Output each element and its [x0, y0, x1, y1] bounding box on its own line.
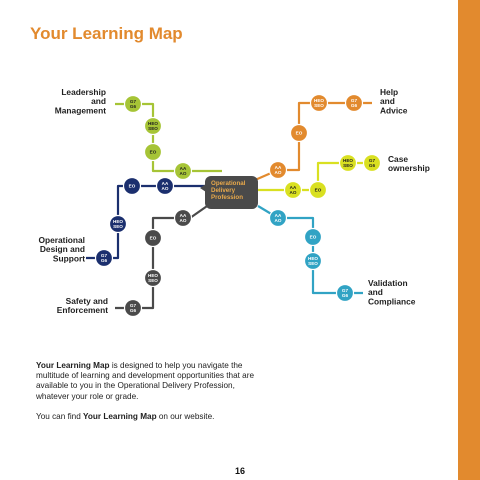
grade-node-text: AO: [161, 186, 169, 192]
help-grade-node[interactable]: [291, 125, 308, 142]
case-pathway-label: ownership: [388, 163, 430, 174]
help-pathway-label: Help: [380, 87, 399, 97]
grade-node-text: G7: [341, 288, 349, 294]
case-grade-node[interactable]: [285, 182, 302, 199]
website-text-start: You can find: [36, 411, 84, 421]
operational-grade-node[interactable]: [96, 250, 113, 267]
grade-node-text: HEO: [148, 121, 158, 127]
grade-node-text: SEO: [148, 126, 158, 132]
grade-node-text: SEO: [343, 163, 353, 169]
case-grade-node[interactable]: [364, 155, 381, 172]
help-grade-node[interactable]: [270, 162, 287, 179]
leadership-grade-node[interactable]: [145, 144, 162, 161]
operational-grade-node[interactable]: [124, 178, 141, 195]
grade-node-text: EO: [149, 235, 157, 241]
validation-grade-node[interactable]: [270, 210, 287, 227]
grade-node-text: EO: [314, 187, 322, 193]
grade-node-text: G6: [129, 308, 137, 314]
safety-pathway-label: Safety and: [65, 296, 108, 306]
help-grade-node[interactable]: [346, 95, 363, 112]
center-node-line: Profession: [211, 194, 243, 201]
case-pathway-label: Case: [388, 154, 409, 164]
help-grade-node[interactable]: [311, 95, 328, 112]
leadership-pathway-label: Leadership: [61, 87, 106, 97]
grade-node-text: SEO: [113, 224, 123, 230]
grade-node-text: G7: [100, 253, 108, 259]
map-name-bold: Your Learning Map: [36, 361, 110, 370]
website-paragraph: [36, 412, 266, 422]
description: [36, 361, 266, 432]
grade-node-text: AO: [179, 218, 187, 224]
grade-node-text: AA: [179, 166, 187, 172]
leadership-grade-node[interactable]: [145, 118, 162, 135]
leadership-pathway-label: Management: [54, 105, 106, 116]
safety-pathway-label: Enforcement: [56, 305, 108, 316]
leadership-pathway-label: and: [91, 96, 106, 107]
grade-node-text: EO: [128, 183, 136, 189]
grade-node-text: AO: [274, 170, 282, 176]
leadership-grade-node[interactable]: [125, 96, 142, 113]
safety-grade-node[interactable]: [145, 230, 162, 247]
grade-node-text: SEO: [314, 103, 324, 109]
safety-connector: [115, 204, 210, 308]
grade-node-text: G6: [129, 104, 137, 110]
grade-node-text: AA: [274, 213, 282, 219]
grade-node-text: G7: [129, 99, 137, 105]
website-text-end: on our website.: [156, 411, 215, 421]
grade-node-text: G7: [129, 303, 137, 309]
page-number: 16: [234, 466, 245, 476]
grade-node-text: G7: [350, 98, 358, 104]
validation-grade-node[interactable]: [337, 285, 354, 302]
grade-node-text: G6: [100, 258, 108, 264]
website-map-name: Your Learning Map: [83, 411, 157, 421]
operational-pathway-label: Design and: [39, 244, 85, 255]
grade-node-text: AO: [289, 190, 297, 196]
case-grade-node[interactable]: [310, 182, 327, 199]
help-pathway-label: and: [380, 96, 395, 107]
operational-pathway-label: Operational: [38, 235, 85, 245]
safety-grade-node[interactable]: [145, 270, 162, 287]
validation-pathway-label: Compliance: [368, 296, 416, 307]
grade-node-text: AO: [179, 171, 187, 177]
grade-node-text: SEO: [308, 261, 318, 267]
grade-node-text: SEO: [148, 278, 158, 284]
validation-pathway-label: and: [368, 287, 383, 298]
grade-node-text: AA: [179, 213, 187, 219]
center-node-line: Delivery: [211, 187, 236, 194]
grade-node-text: G6: [341, 293, 349, 299]
grade-node-text: AA: [161, 181, 169, 187]
center-node-line: Operational: [211, 180, 246, 187]
grade-node-text: AA: [274, 165, 282, 171]
description-rest: is designed to help you navigate the multitude of learning and development opportunities that are available to you in the Operational Delivery Profession, whatever your role or grade.: [36, 361, 255, 401]
grade-node-text: HEO: [308, 256, 318, 262]
grade-node-text: EO: [149, 149, 157, 155]
operational-pathway-label: Support: [52, 253, 85, 264]
validation-pathway-label: Validation: [368, 278, 408, 288]
leadership-grade-node[interactable]: [175, 163, 192, 180]
operational-grade-node[interactable]: [157, 178, 174, 195]
help-pathway-label: Advice: [380, 105, 408, 116]
grade-node-text: HEO: [113, 219, 123, 225]
grade-node-text: AO: [274, 218, 282, 224]
safety-grade-node[interactable]: [175, 210, 192, 227]
grade-node-text: EO: [309, 234, 317, 240]
grade-node-text: HEO: [148, 273, 158, 279]
center-node[interactable]: [200, 176, 258, 209]
operational-grade-node[interactable]: [110, 216, 127, 233]
grade-node-text: AA: [289, 185, 297, 191]
leadership-connector: [115, 104, 222, 171]
grade-node-text: HEO: [343, 158, 353, 164]
grade-node-text: G7: [368, 158, 376, 164]
page-title: Your Learning Map: [30, 24, 183, 43]
validation-grade-node[interactable]: [305, 253, 322, 270]
validation-grade-node[interactable]: [305, 229, 322, 246]
grade-node-text: G6: [350, 103, 358, 109]
safety-grade-node[interactable]: [125, 300, 142, 317]
grade-node-text: EO: [295, 130, 303, 136]
description-paragraph: [36, 361, 266, 402]
grade-node-text: G6: [368, 163, 376, 169]
grade-node-text: HEO: [314, 98, 324, 104]
case-grade-node[interactable]: [340, 155, 357, 172]
